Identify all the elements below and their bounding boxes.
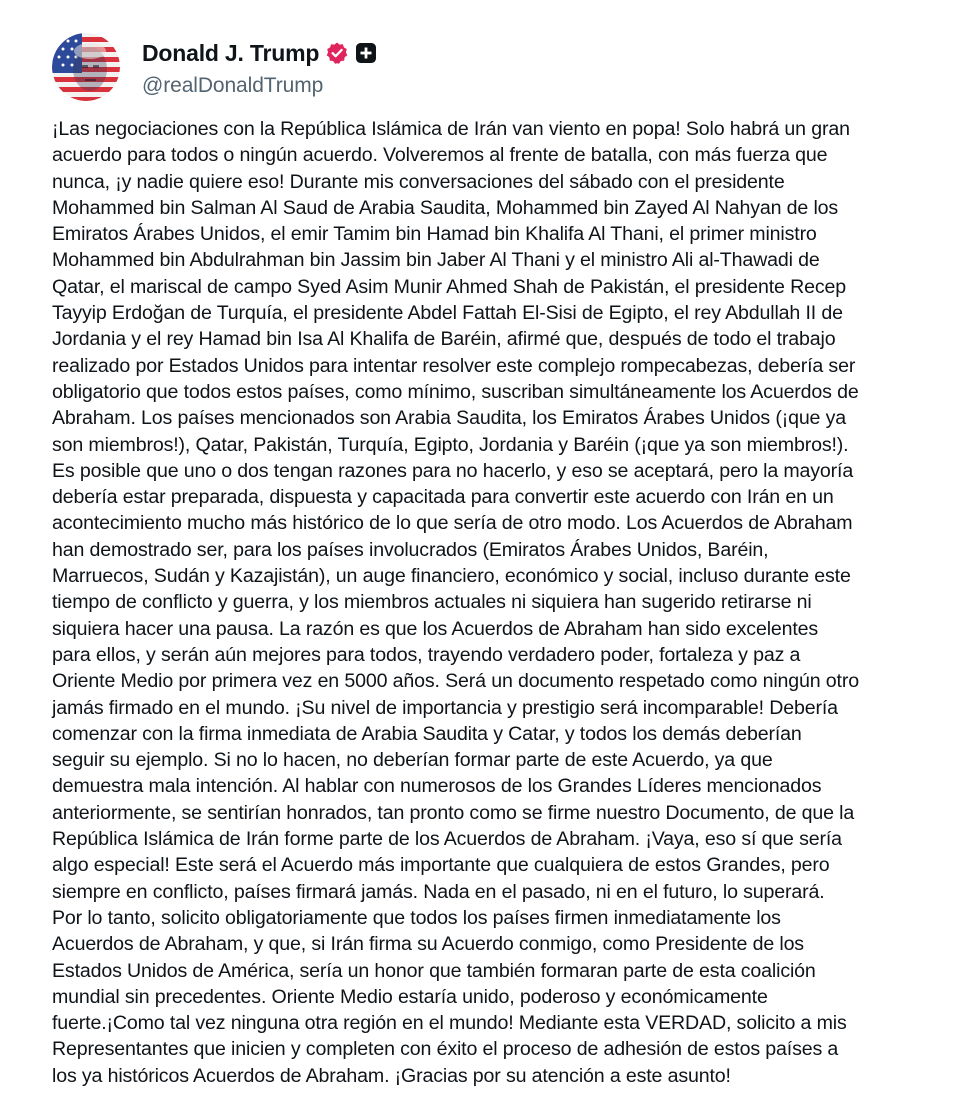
post-body-line: Representantes que inicien y completen con éxito el proceso de adhesión de estos países a [52,1038,839,1061]
verified-badge-icon [325,41,349,65]
author-handle[interactable]: @realDonaldTrump [142,74,324,97]
post-body-line: realizado por Estados Unidos para intentar resolver este complejo rompecabezas, debería ser [52,354,856,377]
post-body-line: seguir su ejemplo. Si no lo hacen, no deberían formar parte de este Acuerdo, ya que [52,749,773,772]
post-body-line: Abraham. Los países mencionados son Arabia Saudita, los Emiratos Árabes Unidos (¡que ya [52,407,846,430]
post-body-line: anteriormente, se sentirían honrados, tan pronto como se firme nuestro Documento, de que la [52,801,855,824]
post-body-line: Jordania y el rey Hamad bin Isa Al Khalifa de Baréin, afirmé que, después de todo el trabajo [52,328,836,351]
post-body-line: nunca, ¡y nadie quiere eso! Durante mis conversaciones del sábado con el presidente [52,170,785,193]
post-body-line: Mohammed bin Abdulrahman bin Jassim bin Jaber Al Thani y el ministro Ali al-Thawadi de [52,249,820,272]
author-identity [142,36,377,98]
post-body-line: tiempo de conflicto y guerra, y los miembros actuales ni siquiera han sugerido retirarse ni [52,591,812,614]
avatar[interactable] [52,33,120,101]
post-body-line: demuestra mala intención. Al hablar con numerosos de los Grandes Líderes mencionados [52,775,822,798]
avatar-image [52,33,120,101]
post-body-line: comenzar con la firma inmediata de Arabia Saudita y Catar, y todos los demás deberían [52,722,802,745]
post-body-line: son miembros!), Qatar, Pakistán, Turquía, Egipto, Jordania y Baréin (¡que ya son miembros!). [52,433,849,456]
post-body-line: obligatorio que todos estos países, como mínimo, suscriban simultáneamente los Acuerdos de [52,380,859,403]
post-body-line: Emiratos Árabes Unidos, el emir Tamim bin Hamad bin Khalifa Al Thani, el primer ministro [52,223,817,246]
post-body-line: Es posible que uno o dos tengan razones para no hacerlo, y eso se aceptará, pero la mayoría [52,459,854,482]
post-body-line: mundial sin precedentes. Oriente Medio estaría unido, poderoso y económicamente [52,985,768,1008]
post-body-line: para ellos, y serán aún mejores para todos, trayendo verdadero poder, fortaleza y paz a [52,643,801,666]
post-body-line: acontecimiento mucho más histórico de lo que sería de otro modo. Los Acuerdos de Abraham [52,512,853,535]
post-body-line: ¡Las negociaciones con la República Islámica de Irán van viento en popa! Solo habrá un gran [52,118,850,140]
post-header [52,30,377,104]
post-body-line: Mohammed bin Salman Al Saud de Arabia Saudita, Mohammed bin Zayed Al Nahyan de los [52,196,839,219]
post-body-line: acuerdo para todos o ningún acuerdo. Volveremos al frente de batalla, con más fuerza que [52,144,828,167]
post-body-line: Tayyip Erdoğan de Turquía, el presidente Abdel Fattah El-Sisi de Egipto, el rey Abdullah II de [52,302,843,325]
author-name-row [142,36,377,70]
post-body-line: han demostrado ser, para los países involucrados (Emiratos Árabes Unidos, Baréin, [52,538,769,561]
post-body-line: jamás firmado en el mundo. ¡Su nivel de importancia y prestigio será incomparable! Debería [52,696,838,719]
post-body-line: los ya históricos Acuerdos de Abraham. ¡Gracias por su atención a este asunto! [52,1064,731,1087]
author-display-name[interactable]: Donald J. Trump [142,39,320,66]
post-body-line: siquiera hacer una pausa. La razón es que los Acuerdos de Abraham han sido excelentes [52,617,819,640]
post-body-line: debería estar preparada, dispuesta y capacitada para convertir este acuerdo con Irán en un [52,486,834,509]
plus-square-icon [355,42,377,64]
post-body-line: Acuerdos de Abraham, y que, si Irán firma su Acuerdo conmigo, como Presidente de los [52,933,804,956]
post-body-line: fuerte.¡Como tal vez ninguna otra región en el mundo! Mediante esta VERDAD, solicito a mis [52,1012,847,1035]
post-body-line: Marruecos, Sudán y Kazajistán), un auge financiero, económico y social, incluso durante este [52,565,851,588]
post-body-line: República Islámica de Irán forme parte de los Acuerdos de Abraham. ¡Vaya, eso sí que sería [52,828,842,851]
post-body [52,116,922,1089]
post-body-line: Por lo tanto, solicito obligatoriamente que todos los países firmen inmediatamente los [52,906,781,929]
post-body-line: siempre en conflicto, países firmará jamás. Nada en el pasado, ni en el futuro, lo superará. [52,880,825,903]
post-body-line: Qatar, el mariscal de campo Syed Asim Munir Ahmed Shah de Pakistán, el presidente Recep [52,275,846,298]
post-body-line: algo especial! Este será el Acuerdo más importante que cualquiera de estos Grandes, pero [52,854,830,877]
post-body-line: Oriente Medio por primera vez en 5000 años. Será un documento respetado como ningún otro [52,670,859,693]
post-body-line: Estados Unidos de América, sería un honor que también formaran parte de esta coalición [52,959,816,982]
